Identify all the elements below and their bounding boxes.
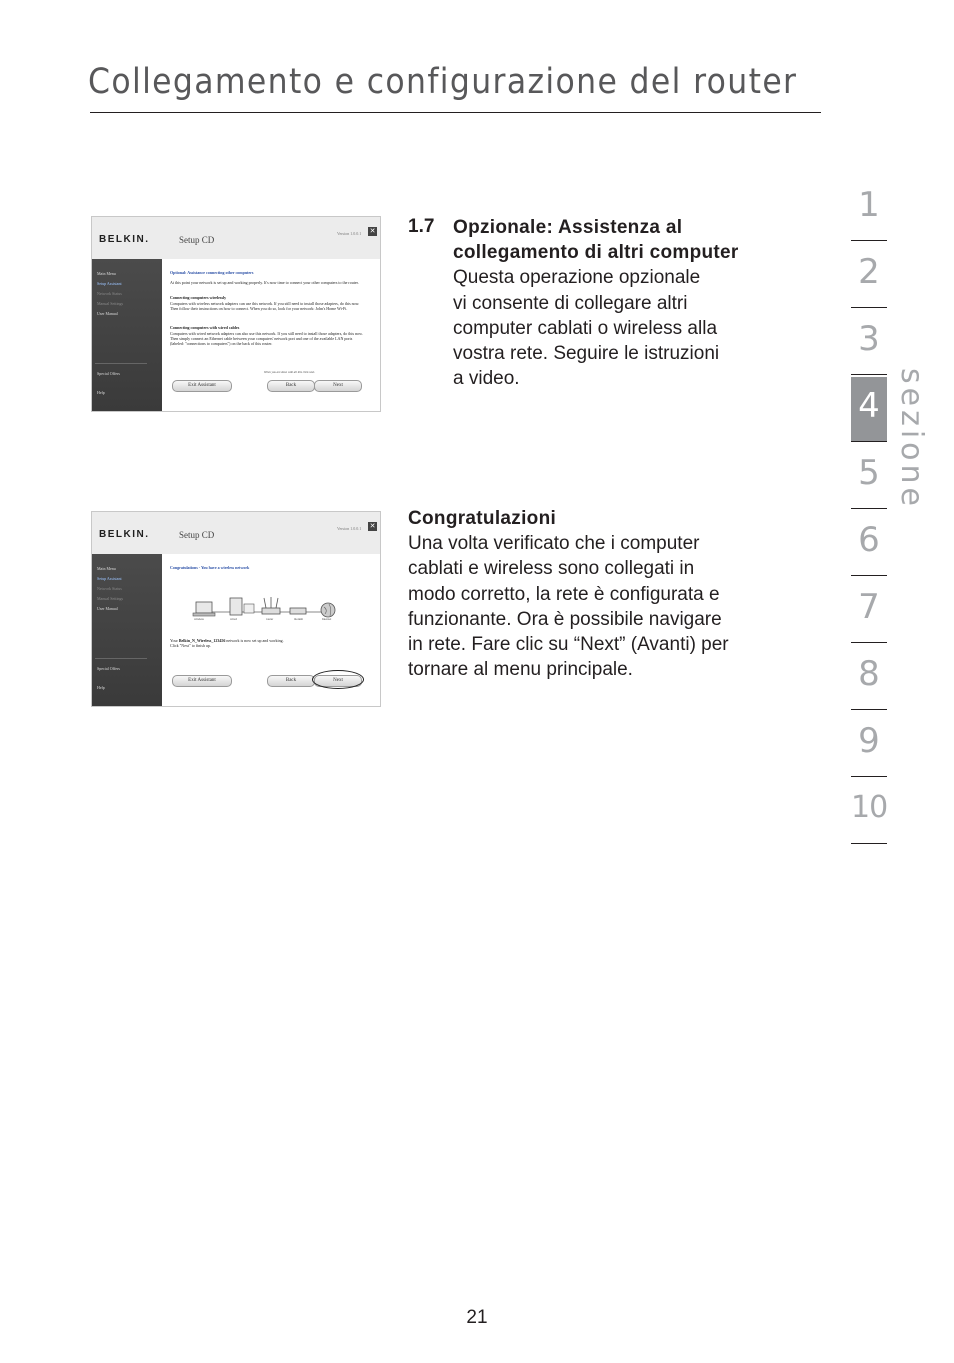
- congratulazioni-line: funzionante. Ora è possibile navigare: [408, 608, 722, 630]
- sidebar-item: User Manual: [97, 606, 118, 611]
- sidebar-divider: [95, 658, 147, 659]
- sidebar-item: Help: [97, 390, 105, 395]
- section-nav-item-8[interactable]: [851, 645, 887, 710]
- wired-text: Computers with wired network adapters can also use this network. If you still need to install those adapters, do this now. Then simply connect an Ethernet cable between your computers' network port and one of the available LAN ports (labeled: "connections to computers") on the back of this router.: [170, 331, 363, 346]
- close-icon: ✕: [369, 523, 376, 530]
- section-nav-item-6[interactable]: [851, 511, 887, 576]
- congratulazioni-line: modo corretto, la rete è configurata e: [408, 583, 720, 605]
- sidebar-item: Network Status: [97, 586, 122, 591]
- version-label: Version 1.0.0.1: [337, 526, 362, 531]
- step-body-line: computer cablati o wireless alla: [453, 317, 718, 339]
- content-title: Optional: Assistance connecting other computers: [170, 270, 254, 275]
- screenshot-header: [92, 217, 380, 260]
- step-1-7-text: [453, 215, 739, 391]
- net-label-router: router: [266, 617, 274, 621]
- next-button: Next: [314, 380, 362, 392]
- page-title: Collegamento e configurazione del router: [88, 62, 798, 102]
- congratulazioni-line: Una volta verificato che i computer: [408, 533, 700, 555]
- app-title: Setup CD: [179, 530, 215, 540]
- section-nav-item-7[interactable]: [851, 578, 887, 643]
- congratulazioni-heading: Congratulazioni: [408, 508, 557, 529]
- exit-assistant-button: Exit Assistant: [172, 675, 232, 687]
- sidebar-item: Manual Settings: [97, 596, 124, 601]
- step-body-line: vostra rete. Seguire le istruzioni: [453, 343, 720, 365]
- sidebar-item: Special Offers: [97, 666, 120, 671]
- congratulazioni-line: in rete. Fare clic su “Next” (Avanti) per: [408, 634, 729, 656]
- screenshot-header: [92, 512, 380, 555]
- success-line-pre: Your: [170, 638, 179, 643]
- sezione-label: sezione: [894, 368, 929, 510]
- step-body-line: vi consente di collegare altri: [453, 292, 688, 314]
- section-number: 8: [858, 654, 880, 694]
- exit-assistant-button: Exit Assistant: [172, 380, 232, 392]
- step-body-line: a video.: [453, 368, 520, 390]
- title-rule: [90, 112, 821, 113]
- setup-screenshot-congratulations: [91, 511, 381, 707]
- section-number: 1: [858, 185, 880, 225]
- belkin-logo: BELKIN.: [99, 234, 150, 245]
- wired-heading: [170, 325, 365, 330]
- screenshot-content: [162, 259, 380, 412]
- section-nav-item-3[interactable]: [851, 310, 887, 375]
- wireless-heading-text: Connecting computers wirelessly: [170, 295, 227, 300]
- sidebar-item: Main Menu: [97, 566, 116, 571]
- congratulazioni-text: [408, 506, 729, 682]
- net-label-modem: modem: [294, 617, 303, 621]
- sidebar-item: Setup Assistant: [97, 281, 122, 286]
- net-label-wired: wired: [230, 617, 237, 621]
- section-number: 5: [858, 453, 880, 493]
- version-label: Version 1.0.0.1: [337, 231, 362, 236]
- sidebar-item: Help: [97, 685, 105, 690]
- sidebar-item: Setup Assistant: [97, 576, 122, 581]
- setup-screenshot-assistance: [91, 216, 381, 412]
- finish-line: Click "Next" to finish up.: [170, 643, 211, 648]
- belkin-logo: BELKIN.: [99, 529, 150, 540]
- next-button: Next: [314, 675, 362, 687]
- section-nav-item-9[interactable]: [851, 712, 887, 777]
- section-nav: [851, 176, 887, 846]
- net-label-internet: Internet: [322, 617, 332, 621]
- section-number: 10: [851, 790, 888, 825]
- page-number: 21: [466, 1307, 488, 1328]
- next-highlight-ring: [312, 670, 364, 689]
- back-button: Back: [267, 380, 315, 392]
- hint-text: When you are done with all this click next.: [264, 370, 315, 374]
- section-number: 9: [858, 721, 880, 761]
- step-heading-line: collegamento di altri computer: [453, 242, 739, 264]
- section-number: 2: [858, 252, 880, 292]
- sidebar-item: User Manual: [97, 311, 118, 316]
- network-name: Belkin_N_Wireless_123456: [178, 638, 226, 643]
- congratulazioni-line: cablati e wireless sono collegati in: [408, 558, 695, 580]
- intro-text: At this point your network is set up and working properly. It's now time to connect your other computers to the router.: [170, 280, 359, 285]
- step-number: 1.7: [408, 216, 435, 237]
- sidebar-item: Network Status: [97, 291, 122, 296]
- sidebar-item: Manual Settings: [97, 301, 124, 306]
- section-number: 6: [858, 520, 880, 560]
- section-nav-item-10[interactable]: [851, 779, 887, 844]
- step-heading-line: Opzionale: Assistenza al: [453, 217, 683, 238]
- network-diagram-icon: [190, 588, 340, 628]
- close-icon: ✕: [369, 228, 376, 235]
- wired-heading-text: Connecting computers with wired cables: [170, 325, 240, 330]
- congratulazioni-line: tornare al menu principale.: [408, 659, 633, 681]
- success-line-post: network is now set up and working.: [225, 638, 284, 643]
- section-number: 3: [858, 319, 880, 359]
- content-title: Congratulations - You have a wireless network: [170, 565, 250, 570]
- section-nav-item-4-active[interactable]: [851, 377, 887, 442]
- sidebar-divider: [95, 363, 147, 364]
- section-nav-item-1[interactable]: [851, 176, 887, 241]
- section-number: 7: [858, 587, 880, 627]
- section-number: 4: [858, 386, 880, 426]
- net-label-wireless: wireless: [194, 617, 204, 621]
- section-nav-item-5[interactable]: [851, 444, 887, 509]
- wireless-text: Computers with wireless network adapters can use this network. If you still need to install those adapters, do this now. Then follow their instructions on how to connect. When you do so, look for your network: John's Home Wi-Fi.: [170, 301, 360, 311]
- wireless-heading: [170, 295, 365, 300]
- app-title: Setup CD: [179, 235, 215, 245]
- step-body-line: Questa operazione opzionale: [453, 267, 701, 289]
- sidebar-item: Special Offers: [97, 371, 120, 376]
- sidebar-item: Main Menu: [97, 271, 116, 276]
- screenshot-sidebar: [92, 259, 162, 412]
- section-nav-item-2[interactable]: [851, 243, 887, 308]
- back-button: Back: [267, 675, 315, 687]
- screenshot-sidebar: [92, 554, 162, 707]
